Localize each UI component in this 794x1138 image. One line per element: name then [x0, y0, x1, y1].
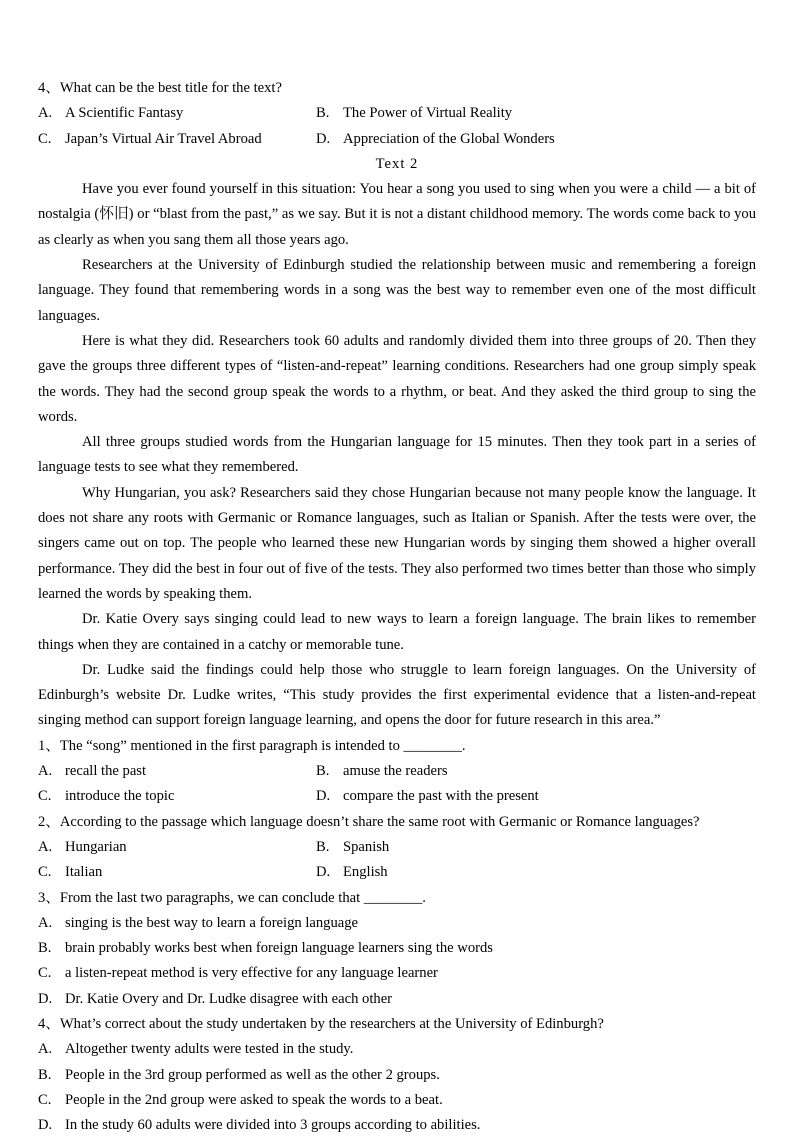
option-key: D.	[38, 1117, 53, 1134]
option-d	[316, 860, 756, 885]
option-text: amuse the readers	[343, 763, 448, 780]
option-text: Altogether twenty adults were tested in the study.	[65, 1041, 354, 1058]
option-key: D.	[316, 864, 331, 881]
option-text: People in the 2nd group were asked to speak the words to a beat.	[65, 1091, 443, 1108]
option-text: A Scientific Fantasy	[65, 105, 184, 122]
option-text: Hungarian	[65, 838, 127, 855]
option-key: D.	[38, 990, 53, 1007]
option-key: C.	[38, 1091, 52, 1108]
option-key: B.	[316, 838, 330, 855]
passage-paragraph: Here is what they did. Researchers took 60 adults and randomly divided them into three groups of 20. Then they gave the groups three different types of “listen-and-repeat” learning conditions. Researchers had one group simply speak the words. They had the second group speak the words to a rhythm, or beat. And they asked the third group to sing the words.	[38, 332, 756, 425]
option-c	[38, 961, 756, 986]
question-3	[38, 886, 756, 1012]
option-text: In the study 60 adults were divided into 3 groups according to abilities.	[65, 1117, 481, 1134]
option-b	[38, 1063, 756, 1088]
option-d	[38, 987, 756, 1012]
question-stem: 4、What’s correct about the study undertaken by the researchers at the University of Edinburgh?	[38, 1015, 604, 1032]
prev-question-4	[38, 76, 756, 152]
option-d	[38, 1113, 756, 1138]
option-key: B.	[38, 940, 52, 957]
option-a	[38, 1037, 756, 1062]
option-text: People in the 3rd group performed as well as the other 2 groups.	[65, 1066, 440, 1083]
option-d	[316, 127, 756, 152]
option-a	[38, 759, 316, 784]
passage-paragraph: Why Hungarian, you ask? Researchers said they chose Hungarian because not many people know the language. It does not share any roots with Germanic or Romance languages, such as Italian or Spanish. After the tests were over, the singers came out on top. The people who learned these new Hungarian words by singing them showed a higher overall performance. They did the best in four out of five of the tests. They also performed two times better than those who simply learned the words by speaking them.	[38, 484, 756, 602]
option-key: B.	[38, 1066, 52, 1083]
option-key: A.	[38, 763, 53, 780]
passage-heading: Text 2	[375, 155, 419, 172]
option-key: D.	[316, 130, 331, 147]
option-b	[316, 759, 756, 784]
option-text: brain probably works best when foreign language learners sing the words	[65, 940, 493, 957]
question-4	[38, 1012, 756, 1138]
option-key: A.	[38, 914, 53, 931]
option-text: recall the past	[65, 763, 147, 780]
option-a	[38, 101, 316, 126]
option-text: introduce the topic	[65, 788, 175, 805]
option-text: Appreciation of the Global Wonders	[343, 130, 555, 147]
option-b	[316, 835, 756, 860]
option-c	[38, 1088, 756, 1113]
option-key: C.	[38, 965, 52, 982]
option-key: A.	[38, 1041, 53, 1058]
option-a	[38, 911, 756, 936]
option-key: D.	[316, 788, 331, 805]
passage-paragraph: Researchers at the University of Edinburgh studied the relationship between music and remembering a foreign language. They found that remembering words in a song was the best way to remember even one of the most difficult languages.	[38, 257, 756, 324]
question-stem: 3、From the last two paragraphs, we can conclude that ________.	[38, 889, 426, 906]
question-stem: 4、What can be the best title for the text?	[38, 80, 282, 96]
options-row	[38, 835, 756, 886]
option-b	[38, 936, 756, 961]
option-text: singing is the best way to learn a foreign language	[65, 914, 359, 931]
question-1	[38, 734, 756, 810]
options-row	[38, 101, 756, 152]
option-key: B.	[316, 105, 330, 122]
option-text: Italian	[65, 864, 103, 881]
option-text: Dr. Katie Overy and Dr. Ludke disagree with each other	[65, 990, 393, 1007]
option-d	[316, 784, 756, 809]
options-row	[38, 759, 756, 810]
option-key: B.	[316, 763, 330, 780]
passage-paragraph: Have you ever found yourself in this situation: You hear a song you used to sing when you were a child — a bit of nostalgia (怀旧) or “blast from the past,” as we say. But it is not a distant childhood memory. The words come back to you as clearly as when you sang them all those years ago.	[38, 181, 756, 248]
passage-paragraph: All three groups studied words from the Hungarian language for 15 minutes. Then they took part in a series of language tests to see what they remembered.	[38, 434, 756, 476]
question-stem: 1、The “song” mentioned in the first paragraph is intended to ________.	[38, 737, 466, 754]
option-c	[38, 784, 316, 809]
option-text: English	[343, 864, 388, 881]
passage-paragraph: Dr. Katie Overy says singing could lead to new ways to learn a foreign language. The brain likes to remember things when they are contained in a catchy or memorable tune.	[38, 611, 756, 653]
option-key: A.	[38, 105, 53, 122]
option-text: compare the past with the present	[343, 788, 539, 805]
question-2	[38, 810, 756, 886]
question-stem: 2、According to the passage which language doesn’t share the same root with Germanic or Romance languages?	[38, 813, 700, 830]
option-text: a listen-repeat method is very effective for any language learner	[65, 965, 438, 982]
option-key: A.	[38, 838, 53, 855]
option-text: The Power of Virtual Reality	[343, 105, 513, 122]
option-text: Spanish	[343, 838, 390, 855]
option-key: C.	[38, 788, 52, 805]
option-key: C.	[38, 130, 52, 147]
option-a	[38, 835, 316, 860]
option-c	[38, 127, 316, 152]
option-key: C.	[38, 864, 52, 881]
passage-paragraph: Dr. Ludke said the findings could help those who struggle to learn foreign languages. On the University of Edinburgh’s website Dr. Ludke writes, “This study provides the first experimental evidence that a listen-and-repeat singing method can support foreign language learning, and opens the door for future research in this area.”	[38, 661, 756, 729]
option-text: Japan’s Virtual Air Travel Abroad	[65, 130, 262, 147]
option-b	[316, 101, 756, 126]
option-c	[38, 860, 316, 885]
